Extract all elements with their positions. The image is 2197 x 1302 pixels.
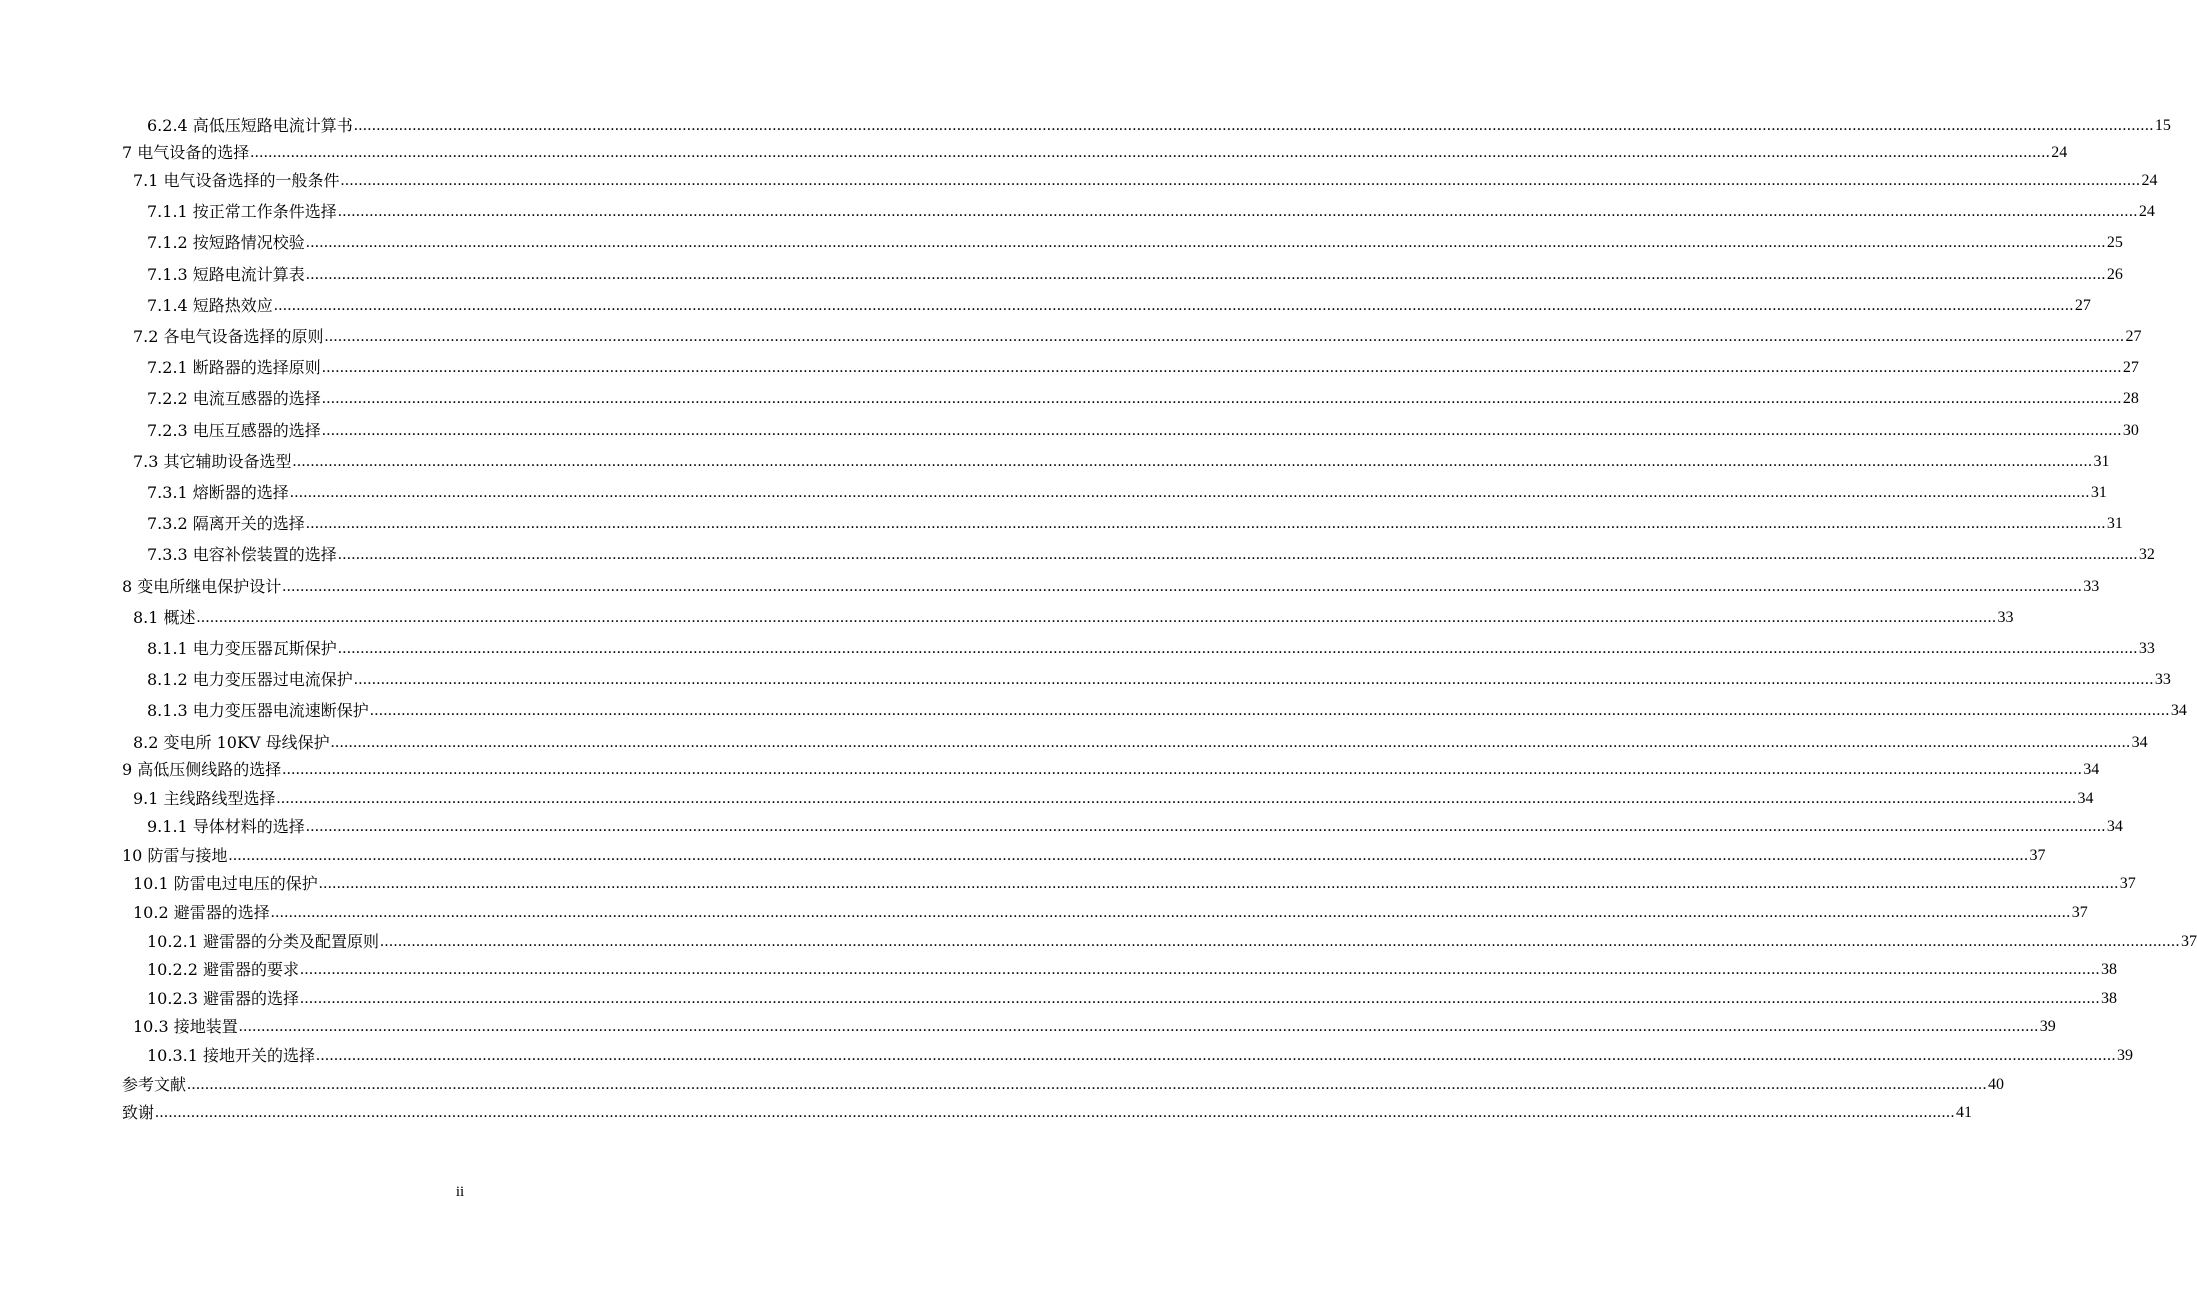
toc-entry[interactable] [147, 479, 2107, 503]
toc-entry-title: 8.1.3 电力变压器电流速断保护 [147, 701, 369, 721]
toc-entry[interactable] [147, 1042, 2133, 1066]
toc-leader-dots: ................................................................................................................................................................................................................................................................................................................................................................................................................ [321, 390, 2122, 408]
toc-entry-page: 31 [2093, 452, 2110, 470]
toc-entry-page: 27 [2125, 328, 2142, 345]
toc-entry[interactable] [147, 292, 2091, 316]
toc-leader-dots: ................................................................................................................................................................................................................................................................................................................................................................................................................ [321, 421, 2122, 439]
toc-entry[interactable] [133, 899, 2088, 923]
toc-leader-dots: ................................................................................................................................................................................................................................................................................................................................................................................................................ [292, 452, 2093, 470]
toc-entry-page: 34 [2106, 818, 2123, 836]
toc-entry-page: 38 [2100, 961, 2117, 979]
toc-entry-page: 38 [2100, 989, 2117, 1007]
toc-entry-page: 34 [2170, 702, 2187, 720]
toc-entry-title: 10.2.1 避雷器的分类及配置原则 [147, 931, 379, 951]
toc-entry-title: 9.1.1 导体材料的选择 [147, 817, 305, 837]
toc-entry[interactable] [147, 928, 2197, 952]
toc-entry[interactable] [122, 573, 2100, 597]
toc-leader-dots: ................................................................................................................................................................................................................................................................................................................................................................................................................ [228, 846, 2029, 864]
toc-entry-title: 7.1.4 短路热效应 [147, 295, 273, 315]
toc-leader-dots: ................................................................................................................................................................................................................................................................................................................................................................................................................ [379, 932, 2180, 950]
toc-leader-dots: ................................................................................................................................................................................................................................................................................................................................................................................................................ [289, 484, 2090, 501]
toc-leader-dots: ................................................................................................................................................................................................................................................................................................................................................................................................................ [324, 328, 2125, 345]
toc-entry[interactable] [147, 229, 2123, 253]
toc-entry-title: 8.1.1 电力变压器瓦斯保护 [147, 639, 337, 658]
toc-leader-dots: ................................................................................................................................................................................................................................................................................................................................................................................................................ [187, 1075, 1988, 1093]
toc-entry[interactable] [147, 417, 2139, 441]
toc-leader-dots: ................................................................................................................................................................................................................................................................................................................................................................................................................ [282, 577, 2083, 595]
toc-entry-page: 37 [2029, 846, 2046, 864]
toc-entry-title: 10.2 避雷器的选择 [133, 903, 270, 922]
toc-entry-page: 24 [2051, 144, 2068, 161]
toc-entry[interactable] [133, 729, 2148, 753]
toc-entry-title: 参考文献 [122, 1074, 187, 1094]
toc-entry[interactable] [133, 323, 2142, 347]
toc-entry-title: 7.1.2 按短路情况校验 [147, 233, 305, 253]
toc-leader-dots: ................................................................................................................................................................................................................................................................................................................................................................................................................ [330, 733, 2131, 751]
toc-leader-dots: ................................................................................................................................................................................................................................................................................................................................................................................................................ [305, 818, 2106, 836]
toc-entry-title: 7.3.1 熔断器的选择 [147, 483, 289, 502]
toc-entry[interactable] [147, 956, 2117, 980]
toc-entry-page: 37 [2071, 904, 2088, 921]
toc-entry-title: 8 变电所继电保护设计 [122, 576, 282, 596]
toc-leader-dots: ................................................................................................................................................................................................................................................................................................................................................................................................................ [276, 789, 2077, 807]
toc-entry[interactable] [122, 1099, 1973, 1123]
toc-entry[interactable] [147, 635, 2155, 659]
toc-leader-dots: ................................................................................................................................................................................................................................................................................................................................................................................................................ [273, 296, 2074, 314]
toc-entry-title: 10.3.1 接地开关的选择 [147, 1046, 315, 1065]
toc-entry-page: 30 [2122, 421, 2139, 439]
toc-entry-title: 7.2.2 电流互感器的选择 [147, 389, 321, 409]
toc-entry-title: 10.2.2 避雷器的要求 [147, 960, 299, 980]
toc-entry[interactable] [133, 604, 2014, 628]
toc-leader-dots: ................................................................................................................................................................................................................................................................................................................................................................................................................ [353, 671, 2154, 689]
toc-leader-dots: ................................................................................................................................................................................................................................................................................................................................................................................................................ [340, 172, 2141, 189]
toc-leader-dots: ................................................................................................................................................................................................................................................................................................................................................................................................................ [282, 761, 2083, 778]
toc-entry-page: 15 [2154, 117, 2171, 134]
toc-entry-page: 25 [2106, 234, 2123, 252]
toc-entry[interactable] [147, 261, 2123, 285]
toc-entry-page: 27 [2074, 296, 2091, 314]
toc-leader-dots: ................................................................................................................................................................................................................................................................................................................................................................................................................ [353, 117, 2154, 134]
toc-leader-dots: ................................................................................................................................................................................................................................................................................................................................................................................................................ [250, 144, 2051, 161]
toc-entry-title: 7.1.3 短路电流计算表 [147, 264, 305, 284]
toc-entry-page: 28 [2122, 390, 2139, 408]
toc-entry-title: 8.1.2 电力变压器过电流保护 [147, 670, 353, 690]
toc-entry[interactable] [122, 1071, 2005, 1095]
toc-entry-page: 26 [2106, 265, 2123, 283]
toc-leader-dots: ................................................................................................................................................................................................................................................................................................................................................................................................................ [337, 203, 2138, 221]
toc-entry-page: 32 [2138, 546, 2155, 564]
toc-entry-title: 7.3.3 电容补偿装置的选择 [147, 545, 337, 565]
toc-entry[interactable] [147, 112, 2171, 136]
toc-entry[interactable] [122, 756, 2100, 780]
toc-entry[interactable] [133, 870, 2136, 894]
toc-entry[interactable] [133, 1013, 2056, 1037]
toc-entry-title: 9.1 主线路线型选择 [133, 788, 276, 808]
toc-entry[interactable] [147, 697, 2187, 721]
toc-entry-page: 34 [2131, 733, 2148, 751]
toc-entry-title: 7.2.3 电压互感器的选择 [147, 420, 321, 440]
toc-entry[interactable] [133, 448, 2110, 472]
toc-leader-dots: ................................................................................................................................................................................................................................................................................................................................................................................................................ [196, 608, 1997, 626]
toc-entry-title: 8.1 概述 [133, 607, 196, 627]
toc-leader-dots: ................................................................................................................................................................................................................................................................................................................................................................................................................ [305, 234, 2106, 252]
toc-entry[interactable] [147, 510, 2123, 534]
toc-entry[interactable] [147, 354, 2139, 378]
toc-leader-dots: ................................................................................................................................................................................................................................................................................................................................................................................................................ [337, 640, 2138, 657]
toc-entry-page: 31 [2106, 515, 2123, 533]
toc-entry-title: 9 高低压侧线路的选择 [122, 760, 282, 779]
page-number: ii [455, 1184, 465, 1200]
toc-entry-title: 10.1 防雷电过电压的保护 [133, 874, 318, 894]
toc-entry-page: 24 [2141, 172, 2158, 189]
toc-entry-title: 10.3 接地装置 [133, 1017, 238, 1037]
toc-entry[interactable] [122, 139, 2068, 163]
toc-entry-page: 34 [2077, 789, 2094, 807]
toc-entry-page: 33 [2138, 640, 2155, 657]
toc-entry-page: 37 [2180, 932, 2197, 950]
toc-entry[interactable] [147, 985, 2117, 1009]
toc-entry[interactable] [147, 198, 2155, 222]
toc-entry-page: 41 [1956, 1104, 1973, 1122]
toc-leader-dots: ................................................................................................................................................................................................................................................................................................................................................................................................................ [238, 1018, 2039, 1036]
toc-entry-page: 33 [2154, 671, 2171, 689]
toc-entry-title: 7.3 其它辅助设备选型 [133, 451, 292, 471]
toc-entry-title: 7.1.1 按正常工作条件选择 [147, 202, 337, 222]
toc-leader-dots: ................................................................................................................................................................................................................................................................................................................................................................................................................ [155, 1104, 1956, 1122]
toc-entry-title: 7.2.1 断路器的选择原则 [147, 358, 321, 378]
toc-entry-page: 40 [1988, 1075, 2005, 1093]
toc-entry-page: 33 [2083, 577, 2100, 595]
toc-entry-title: 10.2.3 避雷器的选择 [147, 988, 299, 1008]
toc-leader-dots: ................................................................................................................................................................................................................................................................................................................................................................................................................ [369, 702, 2170, 720]
toc-leader-dots: ................................................................................................................................................................................................................................................................................................................................................................................................................ [299, 961, 2100, 979]
toc-entry-page: 34 [2083, 761, 2100, 778]
toc-entry[interactable] [147, 385, 2139, 409]
toc-entry-title: 6.2.4 高低压短路电流计算书 [147, 116, 353, 135]
toc-leader-dots: ................................................................................................................................................................................................................................................................................................................................................................................................................ [315, 1047, 2116, 1064]
toc-entry-title: 7.3.2 隔离开关的选择 [147, 514, 305, 534]
toc-entry[interactable] [147, 541, 2155, 565]
toc-leader-dots: ................................................................................................................................................................................................................................................................................................................................................................................................................ [305, 265, 2106, 283]
toc-entry-title: 致谢 [122, 1103, 155, 1123]
toc-entry-title: 8.2 变电所 10KV 母线保护 [133, 732, 330, 752]
toc-entry-page: 33 [1997, 608, 2014, 626]
toc-entry-page: 24 [2138, 203, 2155, 221]
toc-leader-dots: ................................................................................................................................................................................................................................................................................................................................................................................................................ [321, 359, 2122, 377]
toc-entry[interactable] [133, 167, 2158, 191]
toc-leader-dots: ................................................................................................................................................................................................................................................................................................................................................................................................................ [299, 989, 2100, 1007]
toc-leader-dots: ................................................................................................................................................................................................................................................................................................................................................................................................................ [270, 904, 2071, 921]
toc-leader-dots: ................................................................................................................................................................................................................................................................................................................................................................................................................ [337, 546, 2138, 564]
toc-entry[interactable] [147, 666, 2171, 690]
toc-entry-title: 10 防雷与接地 [122, 845, 228, 865]
toc-leader-dots: ................................................................................................................................................................................................................................................................................................................................................................................................................ [318, 875, 2119, 893]
toc-entry-title: 7.1 电气设备选择的一般条件 [133, 171, 340, 190]
toc-entry-page: 39 [2039, 1018, 2056, 1036]
toc-entry[interactable] [147, 813, 2123, 837]
toc-entry-page: 31 [2090, 484, 2107, 501]
toc-entry-page: 37 [2119, 875, 2136, 893]
toc-entry-page: 27 [2122, 359, 2139, 377]
toc-leader-dots: ................................................................................................................................................................................................................................................................................................................................................................................................................ [305, 515, 2106, 533]
toc-entry-title: 7.2 各电气设备选择的原则 [133, 327, 324, 346]
toc-entry-title: 7 电气设备的选择 [122, 143, 250, 162]
toc-entry-page: 39 [2116, 1047, 2133, 1064]
toc-entry[interactable] [133, 785, 2094, 809]
toc-entry[interactable] [122, 842, 2046, 866]
